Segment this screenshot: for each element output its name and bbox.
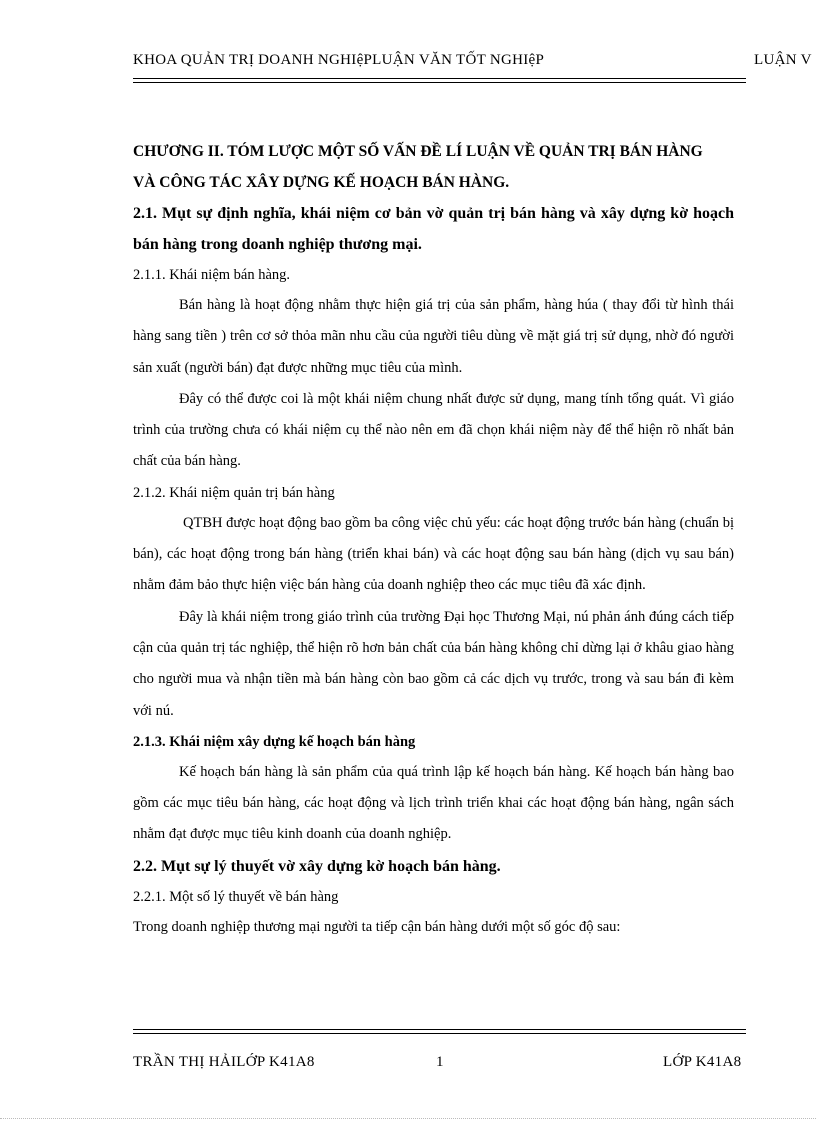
page-break-line bbox=[0, 1118, 816, 1119]
page-number: 1 bbox=[436, 1054, 444, 1070]
section-2-2-heading: 2.2. Mụt sự lý thuyết vờ xây dựng kờ hoạch bán hàng. bbox=[133, 857, 501, 875]
paragraph-sales-plan-definition: Kế hoạch bán hàng là sản phẩm của quá trình lập kế hoạch bán hàng. Kế hoạch bán hàng bao gồm các mục tiêu bán hàng, các hoạt động và lịch trình triển khai các hoạt động bán hàng, ngân sách nhằm đạt được mục tiêu kinh doanh của doanh nghiệp. bbox=[133, 763, 734, 843]
paragraph-qtbh-approach: Đây là khái niệm trong giáo trình của trường Đại học Thương Mại, nú phản ánh đúng cách tiếp cận của quản trị tác nghiệp, thể hiện rõ hơn bản chất của bán hàng không chỉ dừng lại ở khâu giao hàng cho người mua và nhận tiền mà bán hàng còn bao gồm cả các dịch vụ trước, trong và sau bán đi kèm với nú. bbox=[133, 608, 734, 719]
running-header-right: LUẬN V bbox=[754, 52, 812, 68]
running-footer-left: TRẦN THỊ HẢILỚP K41A8 bbox=[133, 1054, 315, 1070]
paragraph-qtbh-definition: QTBH được hoạt động bao gồm ba công việc chủ yếu: các hoạt động trước bán hàng (chuẩn bị bán), các hoạt động trong bán hàng (triển khai bán) và các hoạt động sau bán hàng (dịch vụ sau bán) nhằm đảm bảo thực hiện việc bán hàng của doanh nghiệp theo các mục tiêu đã xác định. bbox=[133, 514, 734, 594]
running-footer-right: LỚP K41A8 bbox=[663, 1054, 742, 1070]
header-rule-bottom bbox=[133, 82, 746, 83]
section-2-1-heading: 2.1. Mụt sự định nghĩa, khái niệm cơ bản vờ quản trị bán hàng và xây dựng kờ hoạch bán hàng trong doanh nghiệp thương mại. bbox=[133, 205, 734, 253]
footer-rule-bottom bbox=[133, 1033, 746, 1034]
chapter-title-line-1: CHƯƠNG II. TÓM LƯỢC MỘT SỐ VẤN ĐỀ LÍ LUẬN VỀ QUẢN TRỊ BÁN HÀNG bbox=[133, 143, 703, 160]
chapter-title-line-2: VÀ CÔNG TÁC XÂY DỰNG KẾ HOẠCH BÁN HÀNG. bbox=[133, 174, 510, 191]
section-2-1-1-heading: 2.1.1. Khái niệm bán hàng. bbox=[133, 267, 291, 283]
header-rule-top bbox=[133, 78, 746, 79]
section-2-2-1-heading: 2.2.1. Một số lý thuyết về bán hàng bbox=[133, 888, 339, 905]
paragraph-sales-approaches: Trong doanh nghiệp thương mại người ta tiếp cận bán hàng dưới một số góc độ sau: bbox=[133, 918, 621, 935]
paragraph-sales-definition: Bán hàng là hoạt động nhằm thực hiện giá trị của sản phẩm, hàng húa ( thay đổi từ hình thái hàng sang tiền ) trên cơ sở thỏa mãn nhu cầu của người tiêu dùng về mặt giá trị sử dụng, nhờ đó người sản xuất (người bán) đạt được những mục tiêu của mình. bbox=[133, 297, 734, 376]
running-header-left: KHOA QUẢN TRỊ DOANH NGHIệPLUẬN VĂN TỐT NGHIệP bbox=[133, 52, 545, 68]
document-body bbox=[133, 136, 734, 943]
section-2-1-2-heading: 2.1.2. Khái niệm quản trị bán hàng bbox=[133, 484, 335, 501]
section-2-1-3-heading: 2.1.3. Khái niệm xây dựng kế hoạch bán hàng bbox=[133, 733, 416, 750]
footer-rule-top bbox=[133, 1029, 746, 1030]
paragraph-sales-general: Đây có thể được coi là một khái niệm chung nhất được sử dụng, mang tính tổng quát. Vì giáo trình của trường chưa có khái niệm cụ thể nào nên em đã chọn khái niệm này để thể hiện rõ nhất bản chất của bán hàng. bbox=[133, 390, 734, 470]
